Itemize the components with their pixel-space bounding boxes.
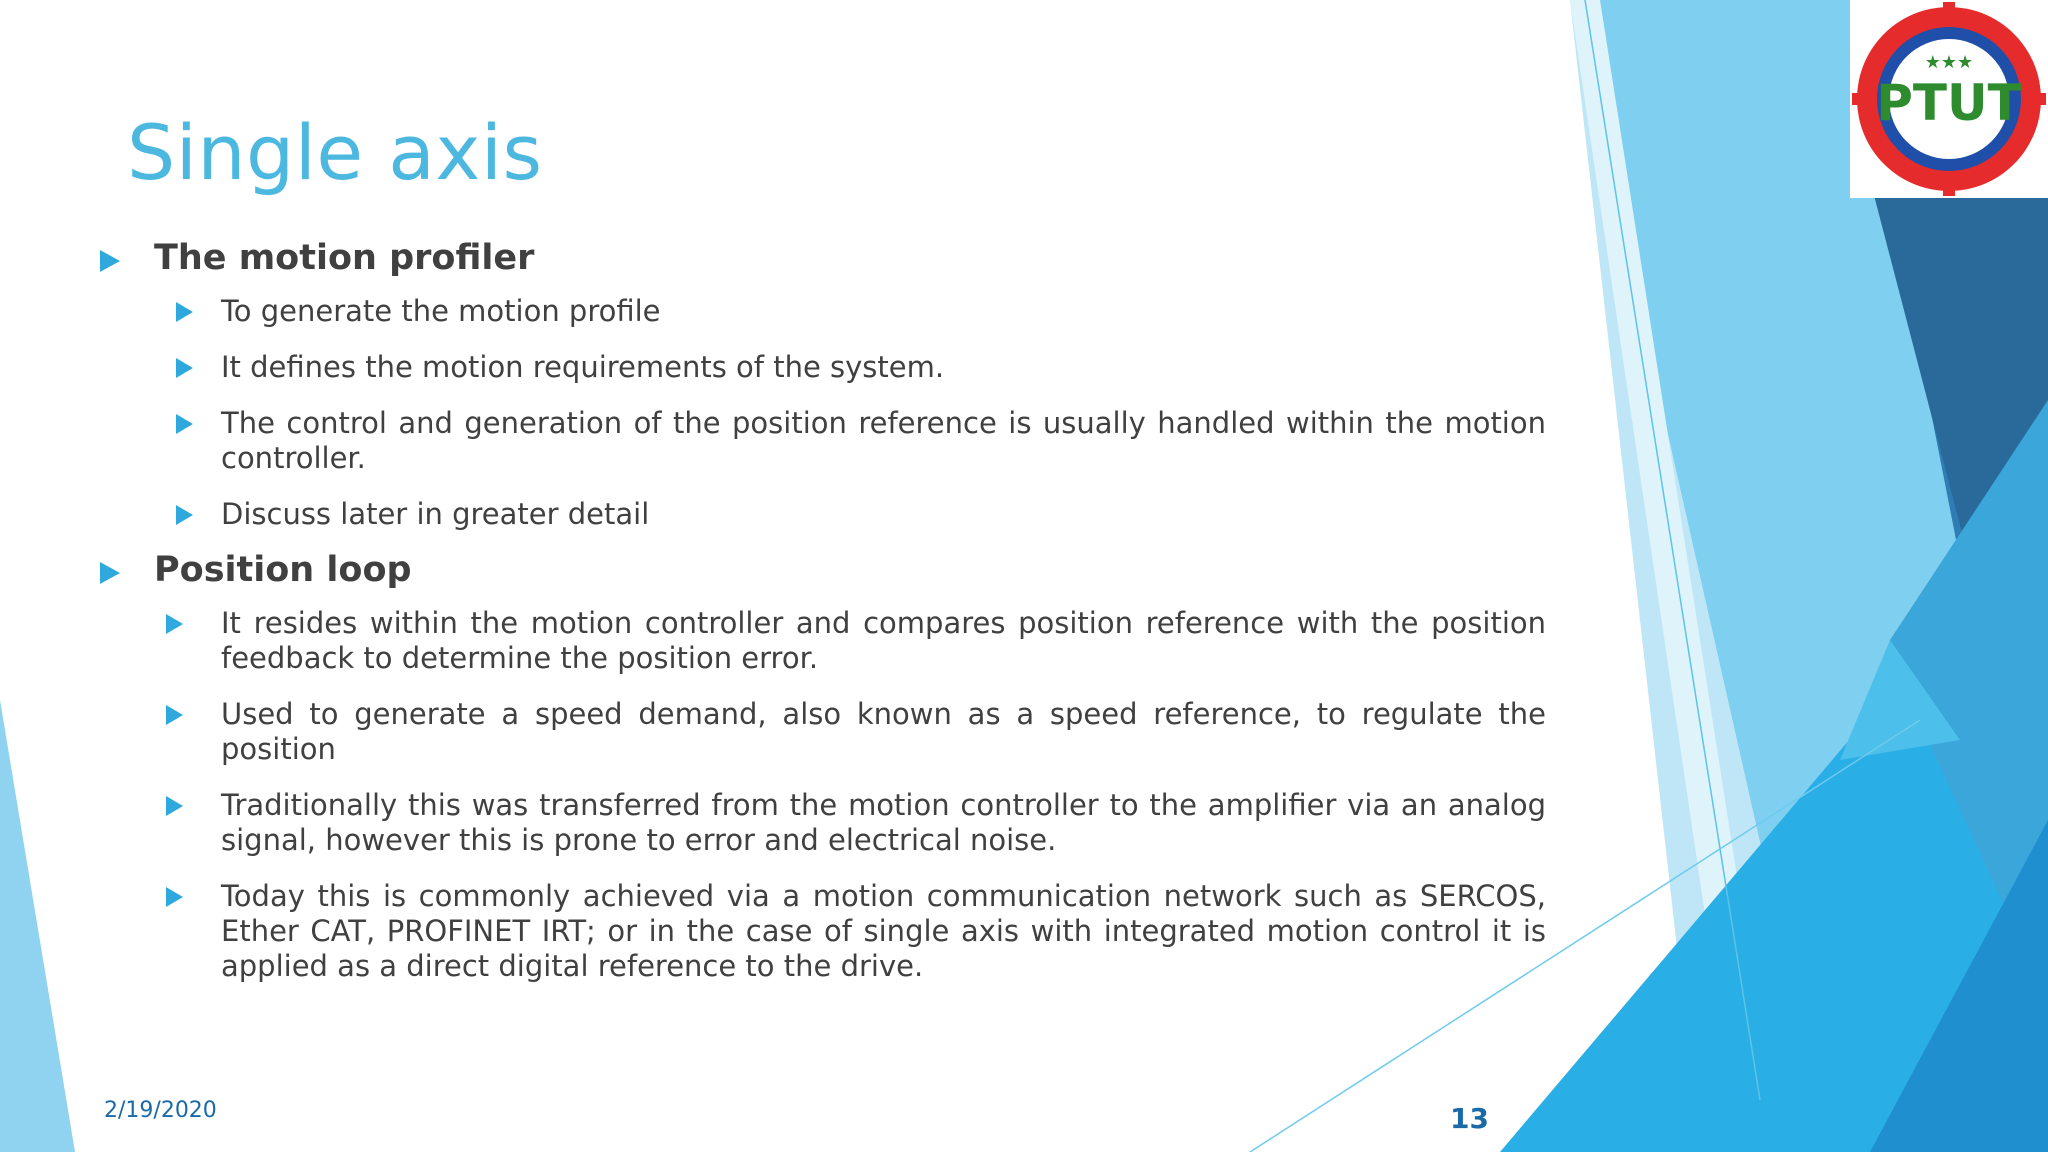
triangle-bullet-icon — [176, 505, 193, 525]
section-heading-position-loop — [96, 548, 1546, 592]
logo-stars: ★★★ — [1924, 52, 1974, 73]
triangle-bullet-icon — [176, 358, 193, 378]
list-item — [96, 406, 1546, 476]
triangle-bullet-icon — [166, 705, 183, 725]
university-logo — [1850, 0, 2048, 198]
section-heading-text: Position loop — [154, 550, 412, 590]
triangle-bullet-icon — [166, 796, 183, 816]
list-item — [96, 497, 1546, 532]
ptut-logo-icon — [1850, 0, 2048, 198]
list-item-text: It defines the motion requirements of the system. — [221, 350, 945, 384]
triangle-bullet-icon — [166, 614, 183, 634]
section-heading-text: The motion profiler — [154, 238, 535, 278]
triangle-bullet-icon — [166, 887, 183, 907]
list-item — [96, 350, 1546, 385]
triangle-bullet-icon — [100, 562, 120, 584]
list-item — [96, 606, 1546, 676]
list-item-text: It resides within the motion controller and compares position reference with the position feedback to determine the position error. — [221, 606, 1546, 675]
slide-title: Single axis — [127, 108, 543, 197]
list-item-text: Traditionally this was transferred from the motion controller to the amplifier via an analog signal, however this is prone to error and electrical noise. — [221, 788, 1546, 857]
list-item-text: The control and generation of the position reference is usually handled within the motion controller. — [221, 406, 1546, 475]
list-item — [96, 294, 1546, 329]
list-item-text: Used to generate a speed demand, also known as a speed reference, to regulate the position — [221, 697, 1546, 766]
left-wedge — [0, 700, 75, 1152]
triangle-bullet-icon — [176, 302, 193, 322]
slide-date: 2/19/2020 — [104, 1098, 217, 1123]
logo-text: PTUT — [1876, 74, 2022, 132]
section-heading-motion-profiler — [96, 236, 1546, 280]
list-item — [96, 879, 1546, 984]
list-item-text: Discuss later in greater detail — [221, 497, 650, 531]
triangle-bullet-icon — [100, 250, 120, 272]
list-item — [96, 697, 1546, 767]
list-item-text: Today this is commonly achieved via a motion communication network such as SERCOS, Ether CAT, PROFINET IRT; or in the case of single axis with integrated motion control it is applied as a direct digital reference to the drive. — [221, 879, 1546, 983]
list-item-text: To generate the motion profile — [221, 294, 661, 328]
triangle-bullet-icon — [176, 414, 193, 434]
page-number: 13 — [1450, 1102, 1489, 1135]
slide-body — [96, 236, 1546, 984]
list-item — [96, 788, 1546, 858]
